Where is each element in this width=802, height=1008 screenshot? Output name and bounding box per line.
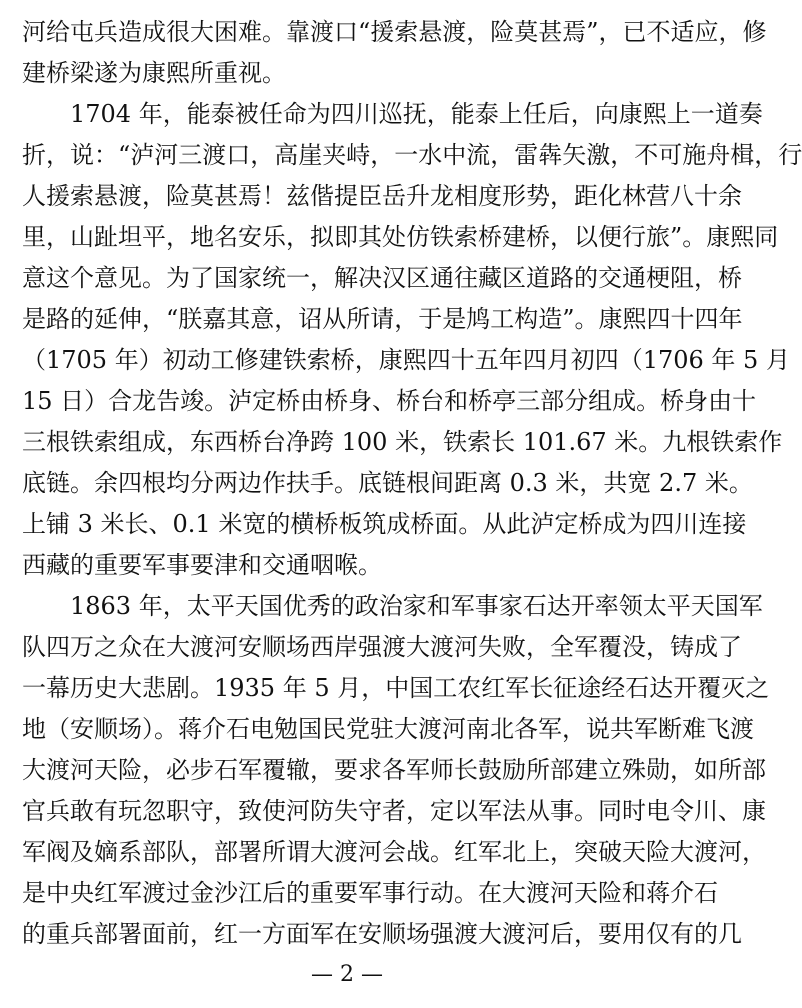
text-line: 底链。余四根均分两边作扶手。底链根间距离 0.3 米，共宽 2.7 米。 — [22, 469, 753, 497]
page-number: — 2 — — [311, 962, 383, 987]
text-line: 意这个意见。为了国家统一，解决汉区通往藏区道路的交通梗阻，桥 — [22, 264, 742, 292]
text-line: 地（安顺场）。蒋介石电勉国民党驻大渡河南北各军，说共军断难飞渡 — [22, 715, 754, 743]
text-line: 官兵敢有玩忽职守，致使河防失守者，定以军法从事。同时电令川、康 — [22, 797, 766, 825]
text-line: 大渡河天险，必步石军覆辙，要求各军师长鼓励所部建立殊勋，如所部 — [22, 756, 766, 784]
text-line: 队四万之众在大渡河安顺场西岸强渡大渡河失败，全军覆没，铸成了 — [22, 633, 742, 661]
text-line: 里，山趾坦平，地名安乐，拟即其处仿铁索桥建桥，以便行旅”。康熙同 — [22, 223, 779, 251]
text-line: 1704 年，能泰被任命为四川巡抚，能泰上任后，向康熙上一道奏 — [22, 100, 763, 128]
text-line: 上铺 3 米长、0.1 米宽的横桥板筑成桥面。从此泸定桥成为四川连接 — [22, 510, 747, 538]
text-line: 军阀及嫡系部队，部署所谓大渡河会战。红军北上，突破天险大渡河， — [22, 838, 766, 866]
text-line: 河给屯兵造成很大困难。靠渡口“援索悬渡，险莫甚焉”，已不适应，修 — [22, 18, 767, 46]
text-line: 是路的延伸，“朕嘉其意，诏从所请，于是鸠工构造”。康熙四十四年 — [22, 305, 743, 333]
text-line: 西藏的重要军事要津和交通咽喉。 — [22, 551, 382, 579]
text-line: 的重兵部署面前，红一方面军在安顺场强渡大渡河后，要用仅有的几 — [22, 920, 742, 948]
text-line: 是中央红军渡过金沙江后的重要军事行动。在大渡河天险和蒋介石 — [22, 879, 718, 907]
text-line: 一幕历史大悲剧。1935 年 5 月，中国工农红军长征途经石达开覆灭之 — [22, 674, 770, 702]
text-line: 15 日）合龙告竣。泸定桥由桥身、桥台和桥亭三部分组成。桥身由十 — [22, 387, 757, 415]
text-line: （1705 年）初动工修建铁索桥，康熙四十五年四月初四（1706 年 5 月 — [22, 346, 790, 374]
text-line: 人援索悬渡，险莫甚焉！兹偕提臣岳升龙相度形势，距化林营八十余 — [22, 182, 742, 210]
text-line: 1863 年，太平天国优秀的政治家和军事家石达开率领太平天国军 — [22, 592, 763, 620]
text-line: 三根铁索组成，东西桥台净跨 100 米，铁索长 101.67 米。九根铁索作 — [22, 428, 783, 456]
text-line: 折，说：“泸河三渡口，高崖夹峙，一水中流，雷犇矢激，不可施舟楫，行 — [22, 141, 802, 169]
text-line: 建桥梁遂为康熙所重视。 — [22, 59, 286, 87]
document-page — [22, 0, 802, 1008]
